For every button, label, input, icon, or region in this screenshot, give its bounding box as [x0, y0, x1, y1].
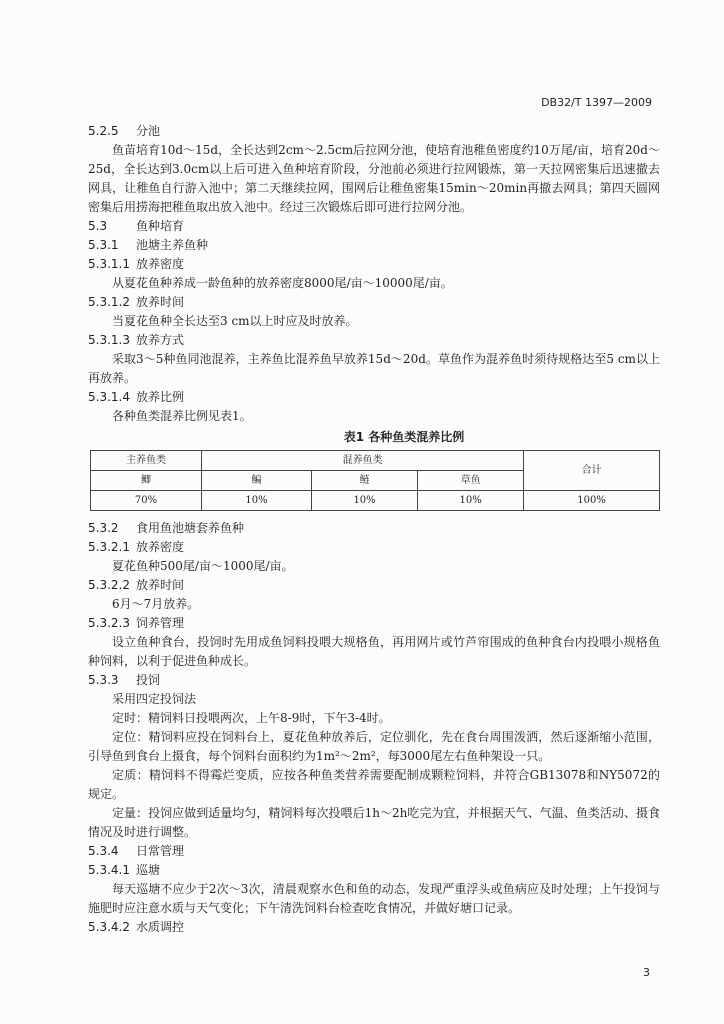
section-heading: 5.3.1.2 放养时间 [88, 295, 185, 309]
mixing-ratio-table [90, 450, 660, 511]
section-heading: 5.3.2.1 放养密度 [88, 540, 185, 554]
paragraph: 每天巡塘不应少于2次～3次，清晨观察水色和鱼的动态，发现严重浮头或鱼病应及时处理；上午投饲与施肥时应注意水质与天气变化；下午清洗饲料台检查吃食情况，并做好塘口记录。 [88, 882, 660, 915]
table-species-cell: 鲢 [312, 471, 418, 491]
section-heading: 5.3.4.2 水质调控 [88, 920, 185, 934]
paragraph: 采用四定投饲法 [112, 692, 197, 706]
section-heading: 5.3.1.4 放养比例 [88, 390, 185, 404]
paragraph: 各种鱼类混养比例见表1。 [112, 409, 252, 423]
standard-code-header: DB32/T 1397—2009 [541, 96, 652, 109]
table-header-main: 主养鱼类 [91, 451, 202, 471]
section-heading: 5.3.4 日常管理 [88, 844, 185, 858]
table-value-cell: 10% [418, 491, 524, 511]
paragraph: 定质：精饲料不得霉烂变质，应按各种鱼类营养需要配制成颗粒饲料，并符合GB13078和NY5072的规定。 [88, 768, 660, 801]
paragraph: 鱼苗培育10d～15d，全长达到2cm～2.5cm后拉网分池，使培育池稚鱼密度约10万尾/亩，培育20d～25d，全长达到3.0cm以上后可进入鱼种培育阶段，分池前必须进行拉网锻炼，第一天拉网密集后迅速撤去网具，让稚鱼自行游入池中；第二天继续拉网，围网后让稚鱼密集15min～20min再撤去网具；第四天圆网密集后用捞海把稚鱼取出放入池中。经过三次锻炼后即可进行拉网分池。 [88, 143, 660, 214]
section-heading: 5.2.5 分池 [88, 124, 161, 138]
section-heading: 5.3.2.3 饲养管理 [88, 616, 185, 630]
table-species-cell: 鳊 [202, 471, 312, 491]
table-value-cell: 10% [312, 491, 418, 511]
section-heading: 5.3.1.3 放养方式 [88, 333, 185, 347]
page-number: 3 [643, 966, 650, 979]
section-heading: 5.3.2 食用鱼池塘套养鱼种 [88, 521, 245, 535]
paragraph: 6月～7月放养。 [112, 597, 200, 611]
paragraph: 定时：精饲料日投喂两次，上午8-9时，下午3-4时。 [112, 711, 391, 725]
paragraph: 设立鱼种食台，投饲时先用成鱼饲料投喂大规格鱼，再用网片或竹芦帘围成的鱼种食台内投喂小规格鱼种饲料，以利于促进鱼种成长。 [88, 635, 660, 668]
document-body [88, 122, 660, 937]
section-heading: 5.3.3 投饲 [88, 673, 161, 687]
paragraph: 当夏花鱼种全长达至3 cm以上时应及时放养。 [112, 314, 358, 328]
table-header-mixed: 混养鱼类 [202, 451, 524, 471]
mixing-ratio-table-block [88, 428, 660, 511]
paragraph: 夏花鱼种500尾/亩～1000尾/亩。 [112, 559, 294, 573]
paragraph: 从夏花鱼种养成一龄鱼种的放养密度8000尾/亩～10000尾/亩。 [112, 276, 453, 290]
section-heading: 5.3.4.1 巡塘 [88, 863, 161, 877]
section-heading: 5.3.2.2 放养时间 [88, 578, 185, 592]
section-heading: 5.3.1 池塘主养鱼种 [88, 238, 209, 252]
table-caption: 表1 各种鱼类混养比例 [343, 430, 465, 444]
table-species-cell: 草鱼 [418, 471, 524, 491]
table-value-cell: 100% [524, 491, 660, 511]
paragraph: 定量：投饲应做到适量均匀，精饲料每次投喂后1h～2h吃完为宜，并根据天气、气温、鱼类活动、摄食情况及时进行调整。 [88, 806, 660, 839]
paragraph: 定位：精饲料应投在饲料台上，夏花鱼种放养后，定位驯化，先在食台周围泼洒，然后逐渐缩小范围，引导鱼到食台上摄食，每个饲料台面积约为1m²～2m²，每3000尾左右鱼种架设一只。 [88, 730, 660, 763]
table-value-cell: 10% [202, 491, 312, 511]
section-heading: 5.3 鱼种培育 [88, 219, 185, 233]
table-species-cell: 鲫 [91, 471, 202, 491]
table-header-total: 合计 [524, 451, 660, 491]
section-heading: 5.3.1.1 放养密度 [88, 257, 185, 271]
paragraph: 采取3～5种鱼同池混养，主养鱼比混养鱼早放养15d～20d。草鱼作为混养鱼时须待规格达至5 cm以上再放养。 [88, 352, 660, 385]
table-value-cell: 70% [91, 491, 202, 511]
